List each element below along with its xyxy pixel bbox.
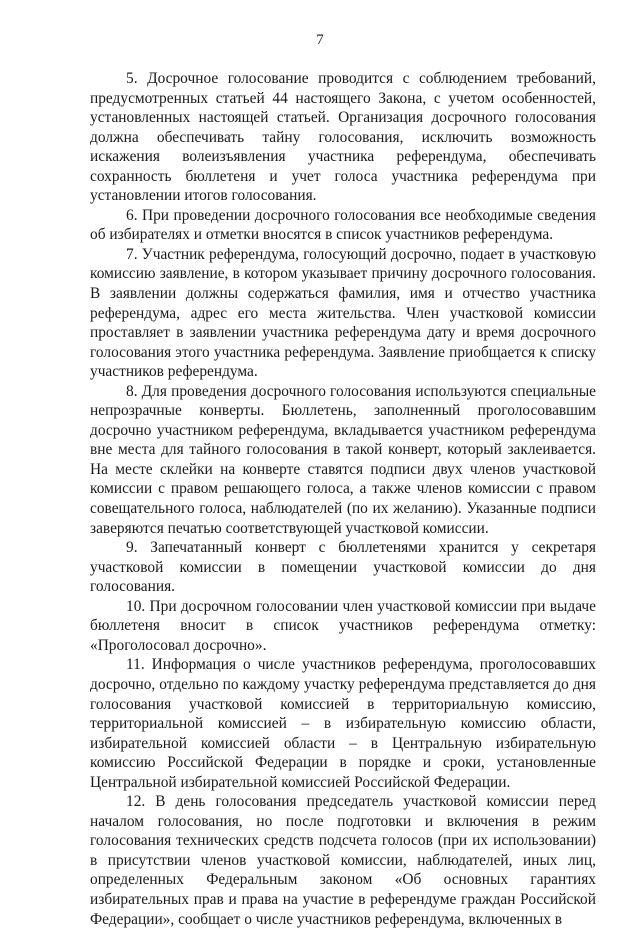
- paragraph-10: 10. При досрочном голосовании член участковой комиссии при выдаче бюллетеня вносит в список участников референдума отметку: «Проголосовал досрочно».: [90, 597, 596, 654]
- paragraph-11: 11. Информация о числе участников референдума, проголосовавших досрочно, отдельно по каждому участку референдума представляется до дня голосования участковой комиссией в территориальную комиссию, территориальной комиссией – в избирательную комиссию области, избирательной комиссией области – в Центральную избирательную комиссию Российской Федерации в порядке и сроки, установленные Центральной избирательной комиссией Российской Федерации.: [90, 656, 596, 791]
- paragraph-9: 9. Запечатанный конверт с бюллетенями хранится у секретаря участковой комиссии в помещении участковой комиссии до дня голосования.: [90, 539, 596, 596]
- paragraph-8: 8. Для проведения досрочного голосования используются специальные непрозрачные конверты. Бюллетень, заполненный проголосовавшим досрочно участником референдума, вкладывается участником референдума вне места для тайного голосования в такой конверт, который заклеивается. На месте склейки на конверте ставятся подписи двух членов участковой комиссии с правом решающего голоса, а также членов комиссии с правом совещательного голоса, наблюдателей (по их желанию). Указанные подписи заверяются печатью соответствующей участковой комиссии.: [90, 382, 596, 537]
- document-body: [90, 69, 596, 929]
- page-number: 7: [316, 32, 324, 48]
- paragraph-7: 7. Участник референдума, голосующий досрочно, подает в участковую комиссию заявление, в котором указывает причину досрочного голосования. В заявлении должны содержаться фамилия, имя и отчество участника референдума, адрес его места жительства. Член участковой комиссии проставляет в заявлении участника референдума дату и время досрочного голосования этого участника референдума. Заявление приобщается к списку участников референдума.: [90, 245, 596, 381]
- paragraph-5: 5. Досрочное голосование проводится с соблюдением требований, предусмотренных статьей 44 настоящего Закона, с учетом особенностей, установленных настоящей статьей. Организация досрочного голосования должна обеспечивать тайну голосования, исключить возможность искажения волеизъявления участника референдума, обеспечивать сохранность бюллетеня и учет голоса участника референдума при установлении итогов голосования.: [90, 70, 596, 205]
- paragraph-6: 6. При проведении досрочного голосования все необходимые сведения об избирателях и отметки вносятся в список участников референдума.: [90, 206, 596, 244]
- paragraph-12: 12. В день голосования председатель участковой комиссии перед началом голосования, но после подготовки и включения в режим голосования технических средств подсчета голосов (при их использовании) в присутствии членов участковой комиссии, наблюдателей, иных лиц, определенных Федеральным законом «Об основных гарантиях избирательных прав и права на участие в референдуме граждан Российской Федерации», сообщает о числе участников референдума, включенных в: [90, 793, 596, 928]
